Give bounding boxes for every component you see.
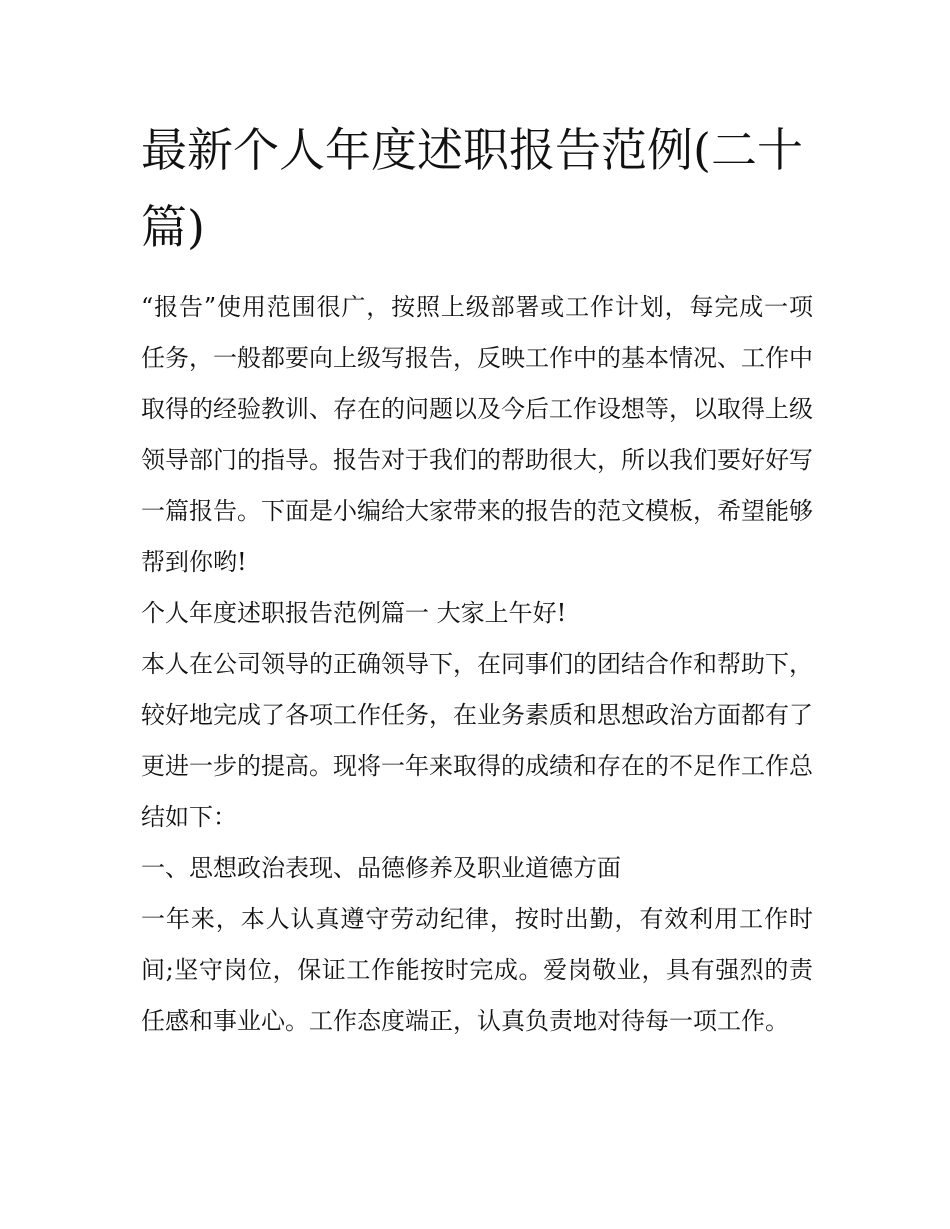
- document-title: 最新个人年度述职报告范例(二十篇): [141, 123, 803, 254]
- section-heading: 一、思想政治表现、品德修养及职业道德方面: [141, 854, 621, 882]
- paragraph-greeting: 个人年度述职报告范例篇一 大家上午好!: [141, 599, 567, 627]
- paragraph-opening: 本人在公司领导的正确领导下，在同事们的团结合作和帮助下，较好地完成了各项工作任务，在业务素质和思想政治方面都有了更进一步的提高。现将一年来取得的成绩和存在的不足作工作总结如下：: [141, 650, 813, 831]
- paragraph-intro: “报告”使用范围很广，按照上级部署或工作计划，每完成一项任务，一般都要向上级写报告，反映工作中的基本情况、工作中取得的经验教训、存在的问题以及今后工作设想等，以取得上级领导部门的指导。报告对于我们的帮助很大，所以我们要好好写一篇报告。下面是小编给大家带来的报告的范文模板，希望能够帮到你哟!: [141, 293, 813, 576]
- paragraph-section-one: 一年来，本人认真遵守劳动纪律，按时出勤，有效利用工作时间;坚守岗位，保证工作能按时完成。爱岗敬业，具有强烈的责任感和事业心。工作态度端正，认真负责地对待每一项工作。: [141, 905, 813, 1035]
- document-body: [141, 112, 813, 1047]
